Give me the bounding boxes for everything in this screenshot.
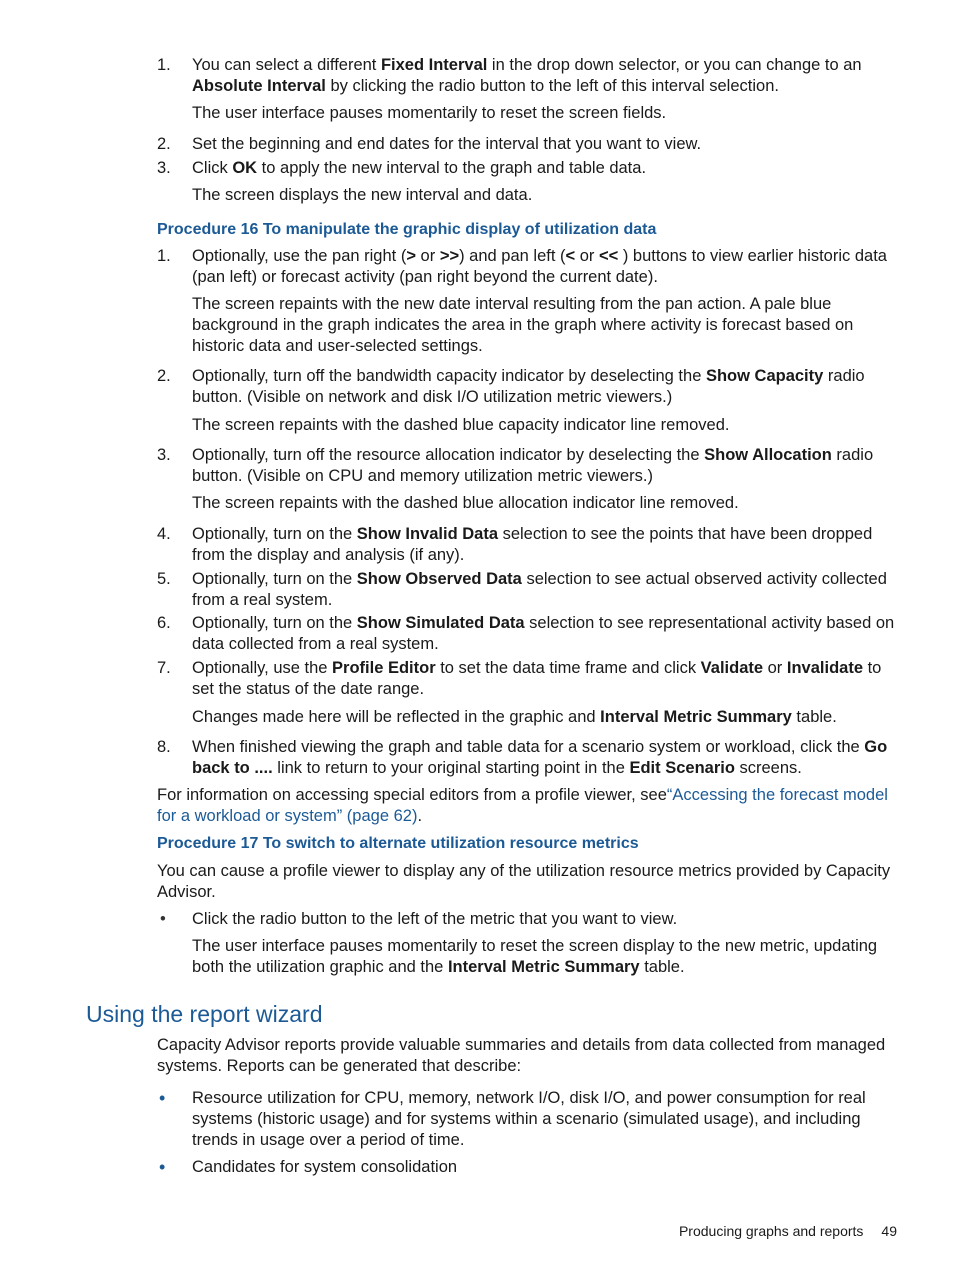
invalidate-term: Invalidate xyxy=(786,659,864,677)
info-paragraph: For information on accessing special editors from a profile viewer, see“Accessing the forecast model for a workload or system” (page 62). xyxy=(157,786,888,825)
step-number: 7. xyxy=(157,659,171,677)
procedure-17-title: Procedure 17 To switch to alternate utilization resource metrics xyxy=(157,835,639,852)
step-text: You can select a different Fixed Interval in the drop down selector, or you can change to an Absolute Interval by clicking the radio button to the left of this interval selection. xyxy=(192,56,862,95)
step-text: Click OK to apply the new interval to the graph and table data. xyxy=(192,159,647,177)
step-number: 3. xyxy=(157,446,171,464)
footer-title: Producing graphs and reports xyxy=(678,1223,864,1239)
step-text: Optionally, turn off the resource allocation indicator by deselecting the Show Allocation radio button. (Visible on CPU and memory utilization metric viewers.) xyxy=(192,446,874,485)
fixed-interval-term: Fixed Interval xyxy=(380,56,488,74)
absolute-interval-term: Absolute Interval xyxy=(192,77,326,95)
section-heading: Using the report wizard xyxy=(86,1001,323,1027)
show-simulated-data-term: Show Simulated Data xyxy=(356,614,525,632)
step-a1-note: The user interface pauses momentarily to reset the screen fields. xyxy=(192,104,667,122)
edit-scenario-term: Edit Scenario xyxy=(629,759,735,777)
procedure-16-title: Procedure 16 To manipulate the graphic display of utilization data xyxy=(157,221,657,238)
ok-term: OK xyxy=(232,159,258,177)
bullet-text: Resource utilization for CPU, memory, network I/O, disk I/O, and power consumption for real systems (historic usage) and for systems within a scenario (simulated usage), and including trends in usage over a period of time. xyxy=(192,1089,866,1149)
step-text: Optionally, use the Profile Editor to set the data time frame and click Validate or Invalidate to set the status of the date range. xyxy=(192,659,882,698)
validate-term: Validate xyxy=(700,659,764,677)
section-intro: Capacity Advisor reports provide valuable summaries and details from data collected from managed systems. Reports can be generated that describe: xyxy=(157,1036,886,1075)
step-text: Set the beginning and end dates for the interval that you want to view. xyxy=(192,135,702,153)
step-number: 2. xyxy=(157,367,171,385)
procedure-17-intro: You can cause a profile viewer to display any of the utilization resource metrics provided by Capacity Advisor. xyxy=(157,862,891,901)
step-text: When finished viewing the graph and table data for a scenario system or workload, click the Go back to .... link to return to your original starting point in the Edit Scenario screens. xyxy=(192,738,888,777)
step-text: Optionally, turn on the Show Invalid Data selection to see the points that have been dropped from the display and analysis (if any). xyxy=(192,525,873,564)
step-number: 8. xyxy=(157,738,171,756)
bullet-marker: • xyxy=(159,1088,166,1108)
step-number: 1. xyxy=(157,247,171,265)
p16-step-2-note: The screen repaints with the dashed blue capacity indicator line removed. xyxy=(192,416,730,434)
step-a3-note: The screen displays the new interval and data. xyxy=(192,186,533,204)
show-capacity-term: Show Capacity xyxy=(705,367,824,385)
page-number: 49 xyxy=(881,1223,897,1239)
bullet-marker: • xyxy=(160,910,166,928)
interval-metric-summary-term: Interval Metric Summary xyxy=(600,708,792,726)
profile-editor-term: Profile Editor xyxy=(332,659,436,677)
step-number: 5. xyxy=(157,570,171,588)
step-text: Optionally, turn on the Show Simulated Data selection to see representational activity based on data collected from a real system. xyxy=(192,614,895,653)
step-number: 1. xyxy=(157,56,171,74)
step-text: Optionally, turn on the Show Observed Data selection to see actual observed activity collected from a real system. xyxy=(192,570,887,609)
step-number: 6. xyxy=(157,614,171,632)
show-invalid-data-term: Show Invalid Data xyxy=(356,525,498,543)
step-number: 2. xyxy=(157,135,171,153)
go-back-term: Go back to .... xyxy=(192,738,888,777)
show-allocation-term: Show Allocation xyxy=(704,446,832,464)
page-footer xyxy=(679,1222,897,1240)
step-number: 4. xyxy=(157,525,171,543)
p16-step-3-note: The screen repaints with the dashed blue allocation indicator line removed. xyxy=(192,494,739,512)
p17-note: The user interface pauses momentarily to reset the screen display to the new metric, updating both the utilization graphic and the Interval Metric Summary table. xyxy=(192,937,878,976)
bullet-text: Click the radio button to the left of the metric that you want to view. xyxy=(192,910,678,928)
step-number: 3. xyxy=(157,159,171,177)
show-observed-data-term: Show Observed Data xyxy=(356,570,522,588)
p16-step-1-note: The screen repaints with the new date interval resulting from the pan action. A pale blue background in the graph indicates the area in the graph where activity is forecast based on historic data and user-selected settings. xyxy=(192,295,854,355)
step-text: Optionally, use the pan right (> or >>) and pan left (< or << ) buttons to view earlier historic data (pan left) or forecast activity (pan right beyond the current date). xyxy=(192,247,887,286)
accessing-forecast-model-link[interactable]: “Accessing the forecast model for a workload or system” (page 62) xyxy=(157,786,888,825)
bullet-text: Candidates for system consolidation xyxy=(192,1158,458,1176)
interval-metric-summary-term: Interval Metric Summary xyxy=(447,958,640,976)
p16-step-7-note: Changes made here will be reflected in the graphic and Interval Metric Summary table. xyxy=(192,708,837,726)
bullet-marker: • xyxy=(159,1157,166,1177)
step-text: Optionally, turn off the bandwidth capacity indicator by deselecting the Show Capacity radio button. (Visible on network and disk I/O utilization metric viewers.) xyxy=(192,367,865,406)
